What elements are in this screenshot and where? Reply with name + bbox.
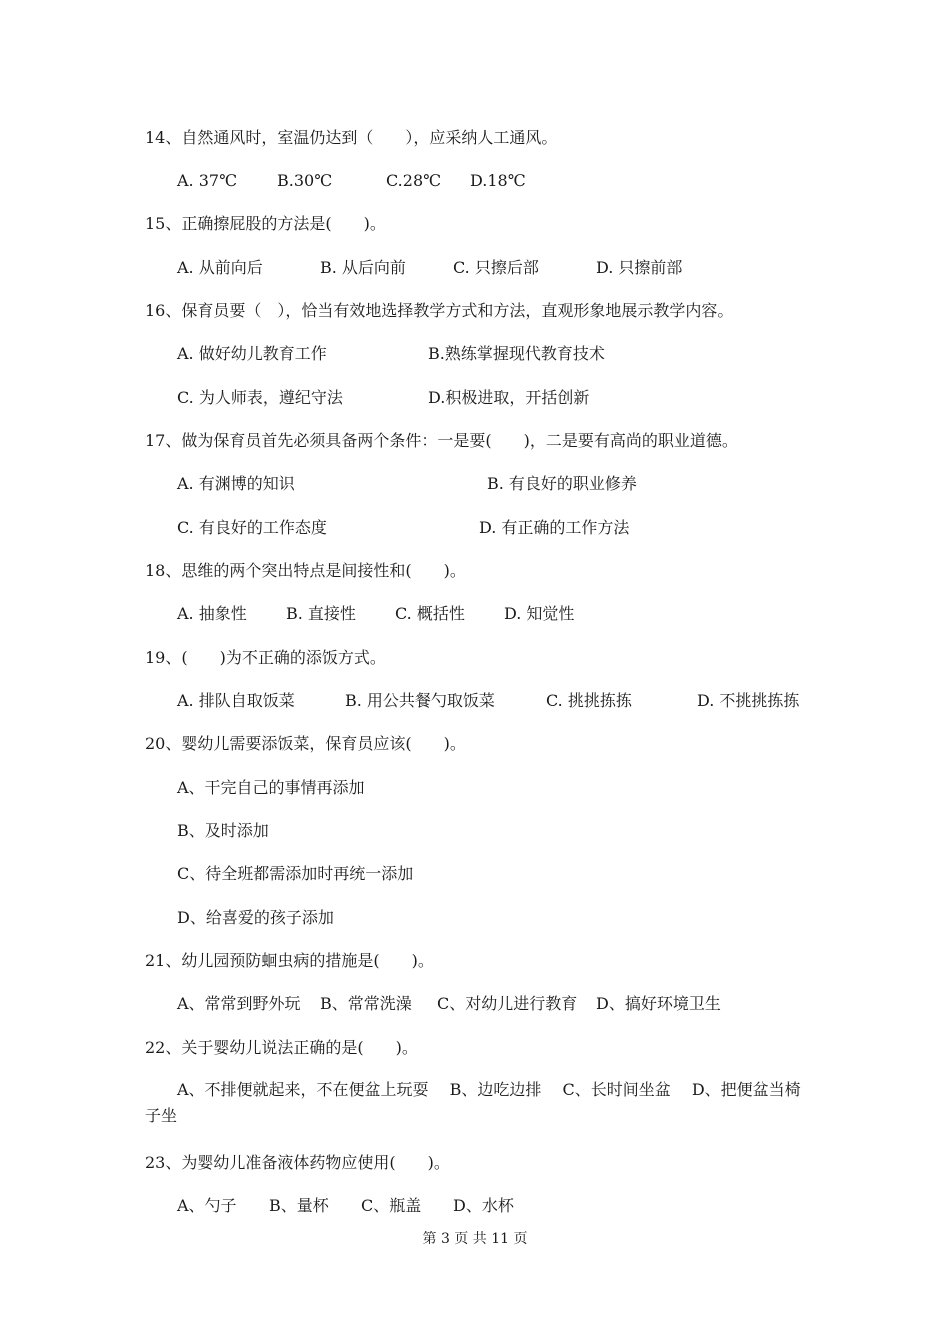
option-17-b: B. 有良好的职业修养	[487, 474, 637, 493]
options-22: A、不排便就起来，不在便盆上玩耍 B、边吃边排 C、长时间坐盆 D、把便盆当椅子坐	[145, 1080, 801, 1125]
option-14-a: A. 37℃	[177, 171, 237, 190]
option-16-a: A. 做好幼儿教育工作	[177, 344, 327, 363]
option-16-b: B.熟练掌握现代教育技术	[428, 344, 605, 363]
option-14-d: D.18℃	[470, 171, 526, 190]
question-18: 18、思维的两个突出特点是间接性和( )。	[145, 561, 466, 580]
option-19-a: A. 排队自取饭菜	[177, 691, 295, 710]
question-21: 21、幼儿园预防蛔虫病的措施是( )。	[145, 951, 434, 970]
option-20-d: D、给喜爱的孩子添加	[177, 908, 334, 927]
option-19-b: B. 用公共餐勺取饭菜	[345, 691, 495, 710]
option-15-c: C. 只擦后部	[453, 258, 539, 277]
option-19-d: D. 不挑挑拣拣	[697, 691, 800, 710]
option-16-c: C. 为人师表，遵纪守法	[177, 388, 343, 407]
option-17-c: C. 有良好的工作态度	[177, 518, 327, 537]
question-19: 19、( )为不正确的添饭方式。	[145, 648, 386, 667]
question-22: 22、关于婴幼儿说法正确的是( )。	[145, 1038, 418, 1057]
option-20-c: C、待全班都需添加时再统一添加	[177, 864, 414, 883]
question-20: 20、婴幼儿需要添饭菜，保育员应该( )。	[145, 734, 466, 753]
option-21-a: A、常常到野外玩	[177, 994, 301, 1013]
option-23-a: A、勺子	[177, 1196, 237, 1215]
option-17-d: D. 有正确的工作方法	[479, 518, 630, 537]
option-18-d: D. 知觉性	[504, 604, 575, 623]
option-20-b: B、及时添加	[177, 821, 269, 840]
option-23-d: D、水杯	[453, 1196, 514, 1215]
option-17-a: A. 有渊博的知识	[177, 474, 295, 493]
option-19-c: C. 挑挑拣拣	[546, 691, 632, 710]
option-23-c: C、瓶盖	[361, 1196, 422, 1215]
option-18-c: C. 概括性	[395, 604, 465, 623]
option-16-d: D.积极进取，开括创新	[428, 388, 590, 407]
option-21-b: B、常常洗澡	[320, 994, 412, 1013]
option-18-a: A. 抽象性	[177, 604, 247, 623]
question-17: 17、做为保育员首先必须具备两个条件：一是要( )，二是要有高尚的职业道德。	[145, 431, 738, 450]
question-14: 14、自然通风时，室温仍达到（ ），应采纳人工通风。	[145, 128, 558, 147]
option-14-c: C.28℃	[386, 171, 442, 190]
option-15-b: B. 从后向前	[320, 258, 406, 277]
option-21-c: C、对幼儿进行教育	[437, 994, 578, 1013]
question-15: 15、正确擦屁股的方法是( )。	[145, 214, 386, 233]
question-16: 16、保育员要（ ），恰当有效地选择教学方式和方法，直观形象地展示教学内容。	[145, 301, 734, 320]
page-footer: 第 3 页 共 11 页	[422, 1231, 528, 1247]
option-18-b: B. 直接性	[286, 604, 356, 623]
option-14-b: B.30℃	[277, 171, 333, 190]
option-21-d: D、搞好环境卫生	[596, 994, 721, 1013]
option-15-a: A. 从前向后	[177, 258, 263, 277]
option-15-d: D. 只擦前部	[596, 258, 683, 277]
question-23: 23、为婴幼儿准备液体药物应使用( )。	[145, 1153, 450, 1172]
option-20-a: A、干完自己的事情再添加	[177, 778, 365, 797]
option-23-b: B、量杯	[269, 1196, 329, 1215]
